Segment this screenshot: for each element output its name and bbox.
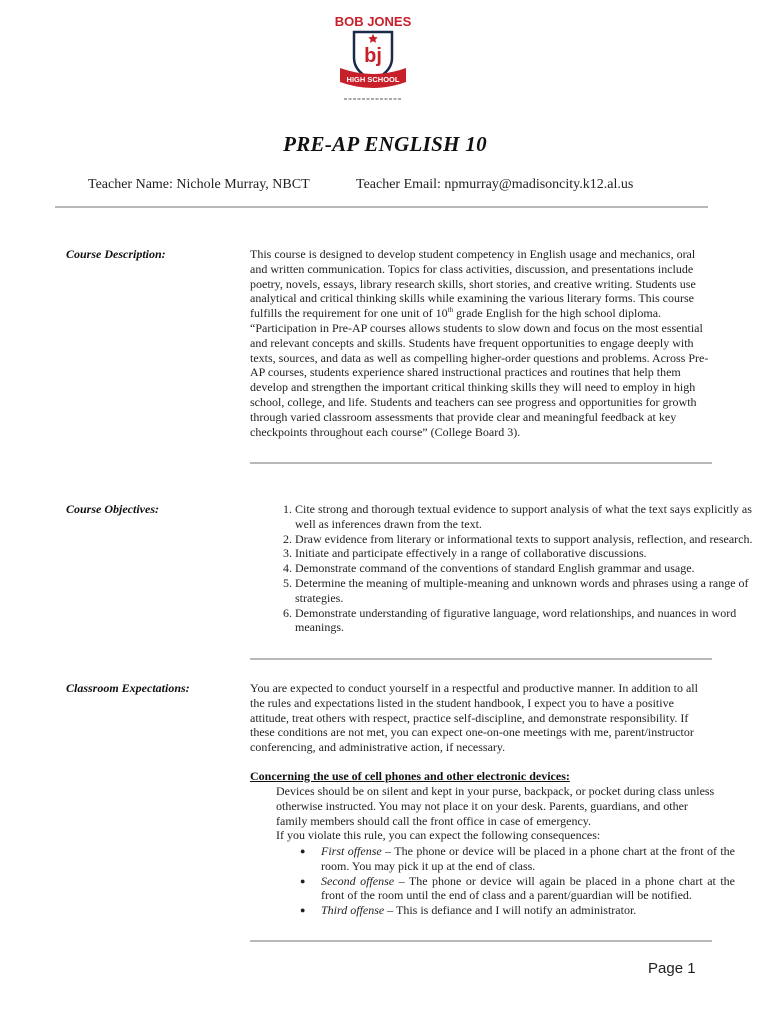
consequence-intro: If you violate this rule, you can expect the following consequences: bbox=[276, 828, 601, 843]
teacher-email: Teacher Email: npmurray@madisoncity.k12.al.us bbox=[356, 177, 634, 192]
section-divider bbox=[250, 658, 712, 660]
classroom-expectations-intro: You are expected to conduct yourself in a respectful and productive manner. In addition to all the rules and expectations listed in the student handbook, I expect you to have a positive attitude, treat others with respect, practice self-discipline, and demonstrate responsibility. If these conditions are not met, you can expect one-on-one meetings with me, parent/instructor conferencing, and administrative action, if necessary. bbox=[250, 681, 698, 755]
logo-banner-text: HIGH SCHOOL bbox=[346, 75, 400, 84]
phones-heading: Concerning the use of cell phones and other electronic devices: bbox=[250, 769, 570, 783]
course-description-text bbox=[250, 247, 712, 439]
school-logo bbox=[332, 10, 414, 106]
section-divider bbox=[250, 462, 712, 464]
course-description-label: Course Description: bbox=[66, 247, 166, 261]
objective-item: 2. Draw evidence from literary or informational texts to support analysis, reflection, and research. bbox=[295, 532, 760, 547]
phones-policy bbox=[276, 784, 716, 843]
consequence-label: Third offense bbox=[321, 903, 385, 918]
consequence-label: Second offense bbox=[321, 873, 395, 888]
course-description-sup: th bbox=[447, 306, 454, 315]
objective-item: 6. Demonstrate understanding of figurative language, word relationships, and nuances in word meanings. bbox=[295, 606, 760, 636]
objective-item: 3. Initiate and participate effectively in a range of collaborative discussions. bbox=[295, 546, 760, 561]
page-number: Page 1 bbox=[648, 960, 696, 977]
course-objectives-label: Course Objectives: bbox=[66, 502, 159, 516]
consequence-label: First offense bbox=[321, 844, 382, 858]
objective-item: 1. Cite strong and thorough textual evidence to support analysis of what the text says explicitly as well as inferences drawn from the text. bbox=[295, 502, 760, 532]
consequence-text: – The phone or device will be placed in a phone chart at the front of the room. You may pick it up at the end of class. bbox=[321, 844, 735, 873]
header-divider bbox=[55, 206, 708, 208]
teacher-name: Teacher Name: Nichole Murray, NBCT bbox=[88, 177, 310, 192]
consequence-item bbox=[321, 844, 735, 874]
course-description-part2: grade English for the high school diploma. “Participation in Pre-AP courses allows students to slow down and focus on the most essential and relevant concepts and skills. Students have frequent opportunities to engage deeply with texts, sources, and data as well as compelling higher-order questions and problems. Across Pre-AP courses, students experience shared instructional practices and routines that help them develop and strengthen the important critical thinking skills they will need to employ in high school, college, and life. Students and teachers can see progress and opportunities for growth through varied classroom assessments that provide clear and meaningful feedback at key checkpoints throughout each course” (College Board 3). bbox=[250, 306, 709, 439]
objective-item: 5. Determine the meaning of multiple-meaning and unknown words and phrases using a range of strategies. bbox=[295, 576, 760, 606]
logo-school-name: BOB JONES bbox=[334, 14, 412, 29]
consequence-item bbox=[321, 874, 735, 904]
classroom-expectations-label: Classroom Expectations: bbox=[66, 681, 190, 695]
consequences-list bbox=[300, 844, 735, 918]
school-crest-icon bbox=[332, 10, 414, 106]
consequence-text: – This is defiance and I will notify an administrator. bbox=[384, 903, 637, 918]
phones-policy-text: Devices should be on silent and kept in your purse, backpack, or pocket during class unless otherwise instructed. You may not place it on your desk. Parents, guardians, and other family members should call the front office in case of emergency. bbox=[276, 784, 715, 828]
consequence-item bbox=[321, 903, 735, 918]
course-objectives-list bbox=[250, 502, 760, 635]
logo-monogram: bj bbox=[364, 45, 382, 67]
course-description-part1: This course is designed to develop student competency in English usage and mechanics, oral and written communication. Topics for class activities, discussion, and presentations include poetry, novels, essays, library research skills, short stories, and creative writing. Students use analytical and critical thinking skills while examining the various literary forms. This course fulfills the requirement for one unit of 10 bbox=[250, 247, 696, 321]
page-title: PRE-AP ENGLISH 10 bbox=[283, 132, 487, 156]
consequence-text: – The phone or device will again be placed in a phone chart at the front of the room until the end of class and a parent/guardian will be notified. bbox=[321, 873, 735, 903]
section-divider bbox=[250, 940, 712, 942]
objective-item: 4. Demonstrate command of the conventions of standard English grammar and usage. bbox=[295, 561, 760, 576]
